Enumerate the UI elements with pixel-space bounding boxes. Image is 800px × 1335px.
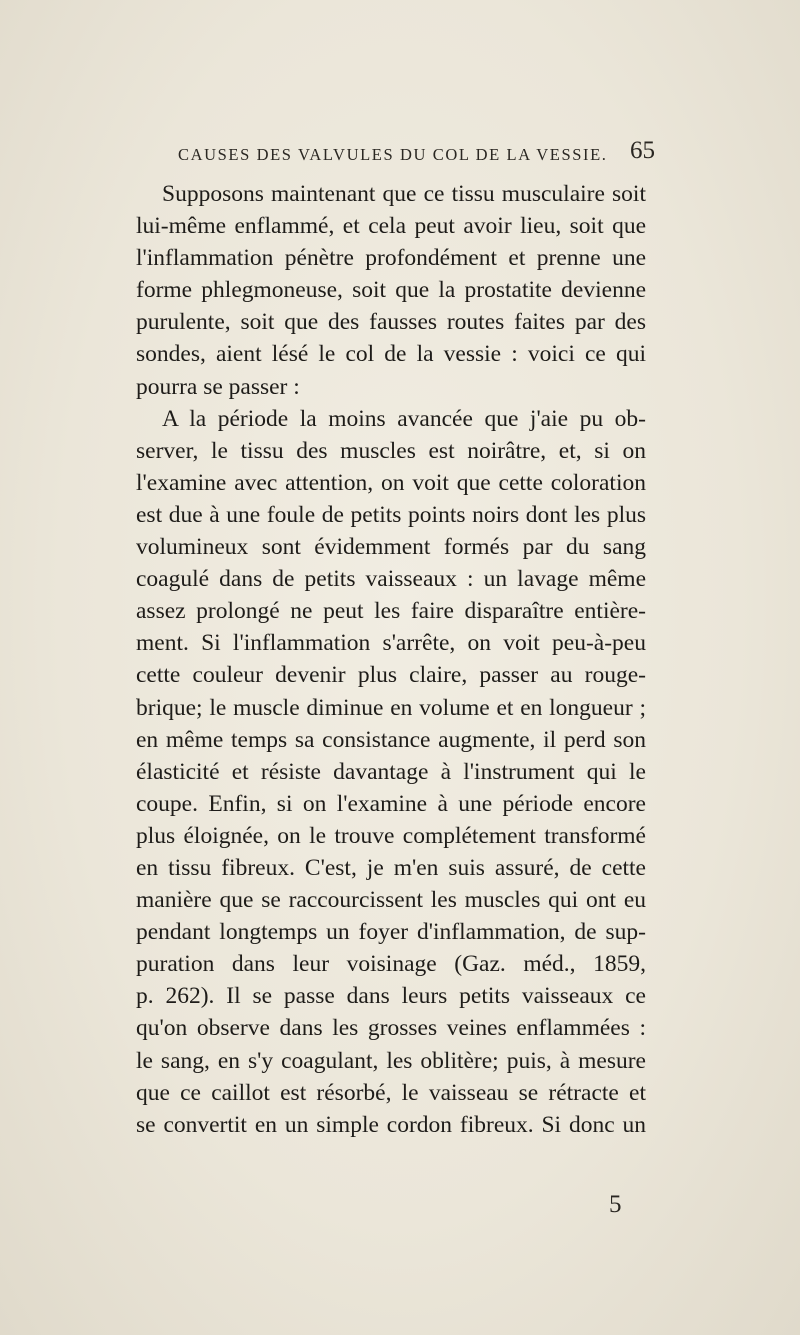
text-line: en même temps sa consistance augmente, il perd son (136, 726, 646, 753)
text-line: brique; le muscle diminue en volume et en longueur ; (136, 694, 646, 721)
signature-mark: 5 (609, 1191, 622, 1218)
body-text (136, 178, 646, 1141)
text-line: pourra se passer : (136, 373, 300, 400)
text-line: manière que se raccourcissent les muscles qui ont eu (136, 887, 646, 914)
text-line: server, le tissu des muscles est noirâtre, et, si on (136, 437, 646, 464)
text-line: qu'on observe dans les grosses veines enflammées : (136, 1015, 646, 1042)
text-line: est due à une foule de petits points noirs dont les plus (136, 501, 646, 528)
text-line: coagulé dans de petits vaisseaux : un lavage même (136, 566, 646, 593)
page-header (0, 135, 800, 175)
text-line: plus éloignée, on le trouve complétement transformé (136, 822, 646, 849)
text-line: lui-même enflammé, et cela peut avoir lieu, soit que (136, 213, 646, 240)
running-title: CAUSES DES VALVULES DU COL DE LA VESSIE. (178, 145, 608, 164)
text-line: l'examine avec attention, on voit que cette coloration (136, 469, 646, 496)
text-line: volumineux sont évidemment formés par du sang (136, 534, 646, 561)
text-line: pendant longtemps un foyer d'inflammation, de sup- (136, 919, 646, 946)
text-line: assez prolongé ne peut les faire disparaître entière- (136, 598, 646, 625)
text-line: coupe. Enfin, si on l'examine à une période encore (136, 790, 646, 817)
text-line: p. 262). Il se passe dans leurs petits vaisseaux ce (136, 983, 646, 1010)
text-line: en tissu fibreux. C'est, je m'en suis assuré, de cette (136, 854, 646, 881)
text-line: se convertit en un simple cordon fibreux. Si donc un (136, 1111, 646, 1138)
text-line: sondes, aient lésé le col de la vessie : voici ce qui (136, 341, 646, 368)
text-line: ment. Si l'inflammation s'arrête, on voit peu-à-peu (136, 630, 646, 657)
text-line: forme phlegmoneuse, soit que la prostatite devienne (136, 277, 646, 304)
text-line: cette couleur devenir plus claire, passer au rouge- (136, 662, 646, 689)
text-line: puration dans leur voisinage (Gaz. méd., 1859, (136, 951, 646, 978)
text-line: l'inflammation pénètre profondément et prenne une (136, 245, 646, 272)
text-line: élasticité et résiste davantage à l'instrument qui le (136, 758, 646, 785)
text-line: le sang, en s'y coagulant, les oblitère; puis, à mesure (136, 1047, 646, 1074)
page-number: 65 (630, 137, 655, 164)
text-line: A la période la moins avancée que j'aie pu ob- (162, 405, 646, 432)
text-line: Supposons maintenant que ce tissu musculaire soit (162, 181, 646, 207)
text-line: que ce caillot est résorbé, le vaisseau se rétracte et (136, 1079, 646, 1106)
text-line: purulente, soit que des fausses routes faites par des (136, 309, 646, 336)
